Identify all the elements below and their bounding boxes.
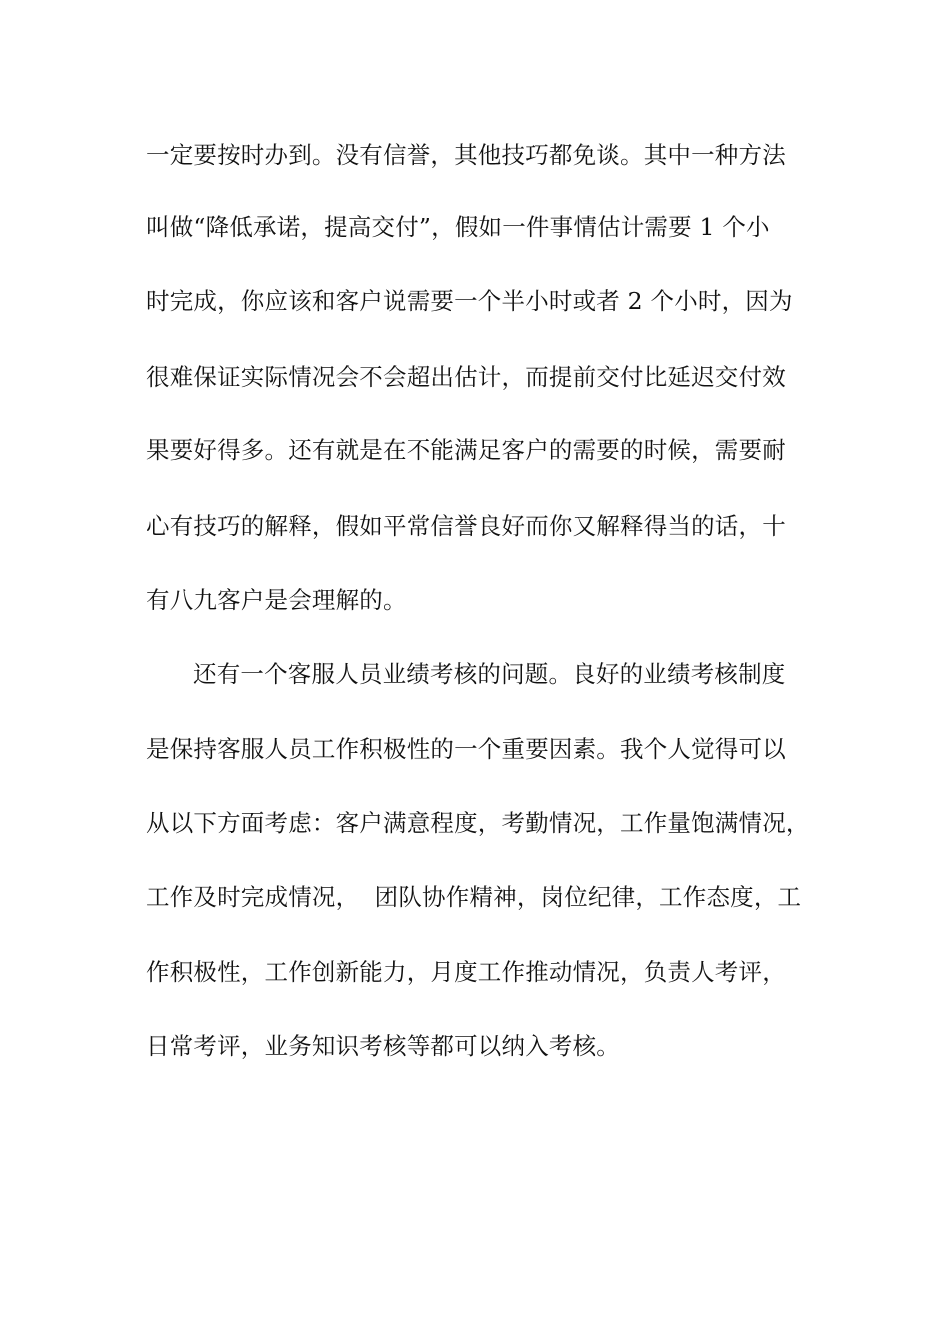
paragraph-line: 叫做“降低承诺，提高交付”，假如一件事情估计需要 1 个小 (146, 213, 770, 241)
paragraph-line: 心有技巧的解释，假如平常信誉良好而你又解释得当的话，十 (146, 512, 786, 540)
paragraph-line: 作积极性，工作创新能力，月度工作推动情况，负责人考评， (146, 958, 786, 986)
paragraph-line: 工作及时完成情况， 团队协作精神，岗位纪律，工作态度，工 (146, 883, 802, 911)
paragraph-line: 果要好得多。还有就是在不能满足客户的需要的时候，需要耐 (146, 436, 786, 464)
paragraph-line: 时完成，你应该和客户说需要一个半小时或者 2 个小时，因为 (146, 287, 793, 315)
paragraph-line: 有八九客户是会理解的。 (146, 586, 407, 614)
paragraph-line: 是保持客服人员工作积极性的一个重要因素。我个人觉得可以 (146, 735, 786, 763)
paragraph-line: 从以下方面考虑：客户满意程度，考勤情况，工作量饱满情况， (146, 809, 810, 837)
paragraph-line: 很难保证实际情况会不会超出估计，而提前交付比延迟交付效 (146, 363, 786, 391)
paragraph-line: 一定要按时办到。没有信誉，其他技巧都免谈。其中一种方法 (146, 141, 786, 169)
paragraph-line: 日常考评，业务知识考核等都可以纳入考核。 (146, 1032, 620, 1060)
paragraph-line: 还有一个客服人员业绩考核的问题。良好的业绩考核制度 (193, 660, 786, 688)
